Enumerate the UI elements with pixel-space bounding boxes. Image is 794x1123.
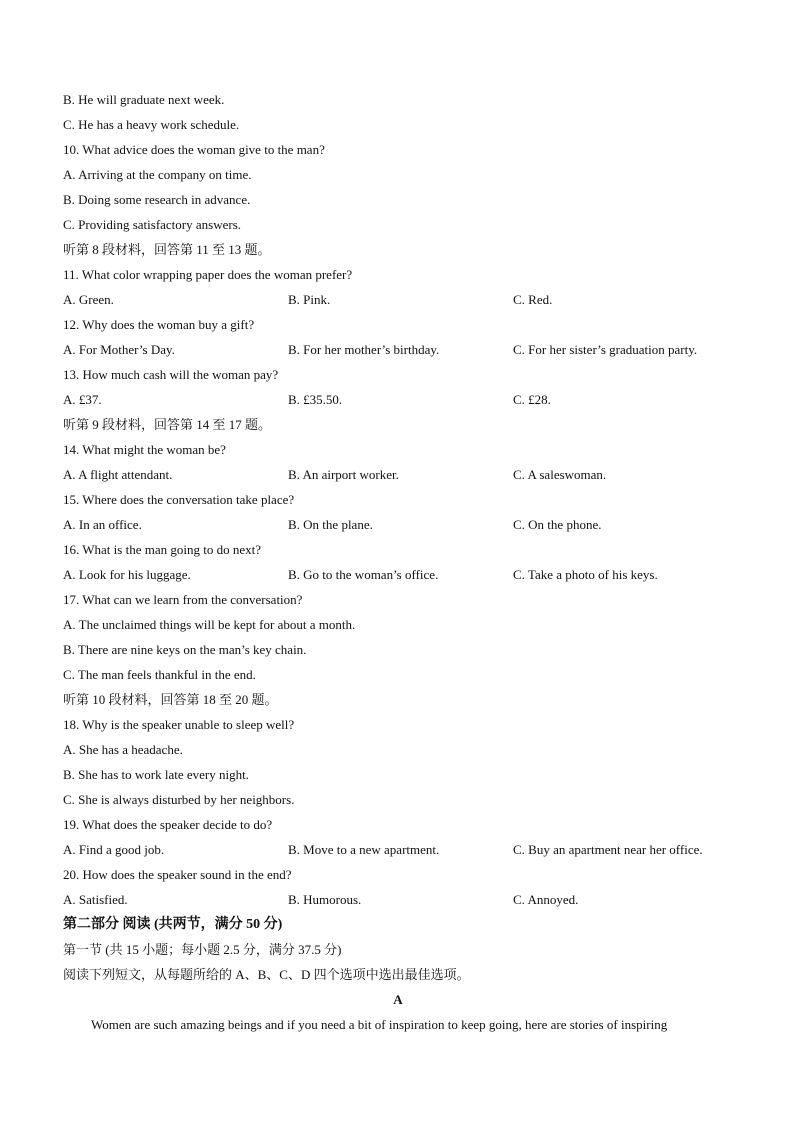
text-line: 20. How does the speaker sound in the end? — [63, 867, 292, 882]
option-text: B. An airport worker. — [288, 467, 399, 482]
option-text: C. Red. — [513, 292, 553, 307]
option-text: A. A flight attendant. — [63, 467, 173, 482]
text-line: C. The man feels thankful in the end. — [63, 667, 256, 682]
text-line: 听第 10 段材料，回答第 18 至 20 题。 — [63, 692, 278, 707]
option-text: C. A saleswoman. — [513, 467, 607, 482]
passage-label: A — [393, 992, 403, 1007]
option-text: A. Satisfied. — [63, 892, 128, 907]
option-text: B. Go to the woman’s office. — [288, 567, 439, 582]
option-text: B. Pink. — [288, 292, 331, 307]
text-line: C. He has a heavy work schedule. — [63, 117, 240, 132]
text-line: 18. Why is the speaker unable to sleep well? — [63, 717, 295, 732]
options-row — [63, 837, 733, 862]
options-row — [63, 887, 733, 912]
text-line: 15. Where does the conversation take place? — [63, 492, 295, 507]
options-row — [63, 387, 733, 412]
text-line: 听第 8 段材料，回答第 11 至 13 题。 — [63, 242, 271, 257]
text-line: 19. What does the speaker decide to do? — [63, 817, 273, 832]
option-text: A. Look for his luggage. — [63, 567, 191, 582]
option-text: B. Humorous. — [288, 892, 362, 907]
option-text: B. On the plane. — [288, 517, 373, 532]
option-text: B. Move to a new apartment. — [288, 842, 440, 857]
option-text: A. Green. — [63, 292, 114, 307]
text-line: B. Doing some research in advance. — [63, 192, 251, 207]
text-line: 12. Why does the woman buy a gift? — [63, 317, 255, 332]
text-line: 14. What might the woman be? — [63, 442, 226, 457]
option-text: C. Annoyed. — [513, 892, 579, 907]
text-line: B. There are nine keys on the man’s key chain. — [63, 642, 307, 657]
passage-text: Women are such amazing beings and if you need a bit of inspiration to keep going, here are stories of inspiring — [91, 1017, 668, 1032]
text-line: 第一节 (共 15 小题；每小题 2.5 分，满分 37.5 分) — [63, 942, 342, 957]
text-line: A. She has a headache. — [63, 742, 183, 757]
option-text: C. £28. — [513, 392, 551, 407]
text-line: B. She has to work late every night. — [63, 767, 249, 782]
option-text: C. For her sister’s graduation party. — [513, 342, 698, 357]
option-text: A. Find a good job. — [63, 842, 165, 857]
option-text: C. Take a photo of his keys. — [513, 567, 658, 582]
section-heading: 第二部分 阅读 (共两节，满分 50 分) — [63, 917, 283, 932]
text-line: 17. What can we learn from the conversation? — [63, 592, 303, 607]
option-text: C. Buy an apartment near her office. — [513, 842, 703, 857]
text-line: A. Arriving at the company on time. — [63, 167, 252, 182]
options-row — [63, 462, 733, 487]
text-line: C. Providing satisfactory answers. — [63, 217, 242, 232]
option-text: A. For Mother’s Day. — [63, 342, 175, 357]
option-text: B. For her mother’s birthday. — [288, 342, 440, 357]
text-line: A. The unclaimed things will be kept for about a month. — [63, 617, 356, 632]
option-text: C. On the phone. — [513, 517, 602, 532]
text-line: 11. What color wrapping paper does the woman prefer? — [63, 267, 353, 282]
text-line: 16. What is the man going to do next? — [63, 542, 261, 557]
option-text: B. £35.50. — [288, 392, 343, 407]
text-line: C. She is always disturbed by her neighbors. — [63, 792, 295, 807]
options-row — [63, 337, 733, 362]
text-line: 阅读下列短文，从每题所给的 A、B、C、D 四个选项中选出最佳选项。 — [63, 967, 470, 982]
option-text: A. £37. — [63, 392, 102, 407]
options-row — [63, 562, 733, 587]
text-line: B. He will graduate next week. — [63, 92, 225, 107]
option-text: A. In an office. — [63, 517, 142, 532]
text-line: 13. How much cash will the woman pay? — [63, 367, 279, 382]
options-row — [63, 287, 733, 312]
options-row — [63, 512, 733, 537]
text-line: 听第 9 段材料，回答第 14 至 17 题。 — [63, 417, 272, 432]
document-page — [63, 87, 733, 1037]
text-line: 10. What advice does the woman give to the man? — [63, 142, 325, 157]
